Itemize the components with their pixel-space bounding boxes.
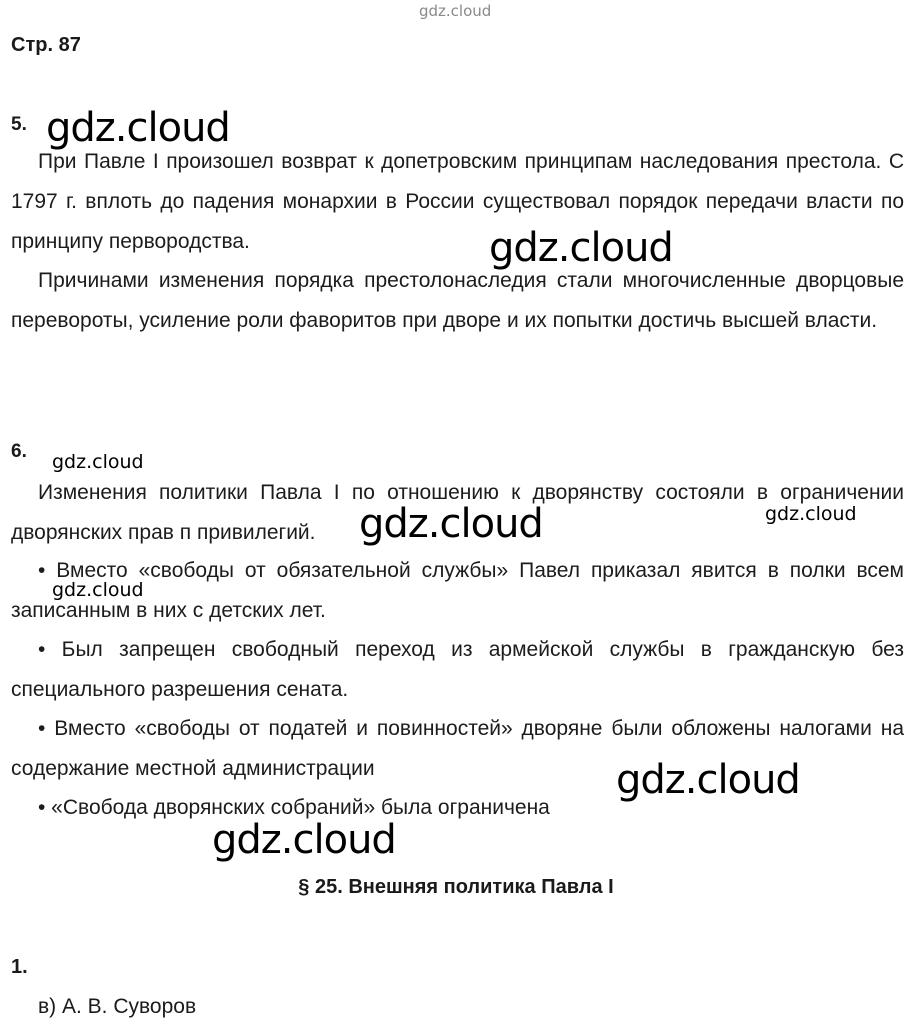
watermark-6: gdz.cloud [52,579,144,601]
watermark-5: gdz.cloud [765,503,857,525]
task-6-bullet-3: • Вместо «свободы от податей и повинностей» дворяне были обложены налогами на содержание местной администрации [11,717,904,780]
task-6-paragraph-1: Изменения политики Павла I по отношению к дворянству состояли в ограничении дворянских прав п привилегий. [11,481,904,544]
watermark-1: gdz.cloud [46,105,230,151]
task-6-bullet-4: • «Свобода дворянских собраний» была ограничена [38,796,550,819]
task-5-number: 5. [11,114,27,135]
task-1-answer: в) А. В. Суворов [38,995,197,1018]
task-5-paragraph-2: Причинами изменения порядка престолонаследия стали многочисленные дворцовые перевороты, усиление роли фаворитов при дворе и их попытки достичь высшей власти. [11,269,904,332]
page-label: Стр. 87 [11,34,81,56]
watermark-8: gdz.cloud [212,817,396,863]
task-1-number: 1. [11,956,28,978]
watermark-7: gdz.cloud [616,757,800,803]
watermark-3: gdz.cloud [52,451,144,473]
watermark-top: gdz.cloud [419,2,492,20]
watermark-4: gdz.cloud [359,501,543,547]
section-heading: § 25. Внешняя политика Павла I [298,876,614,898]
task-6-bullet-1: • Вместо «свободы от обязательной службы» Павел приказал явится в полки всем записанным в них с детских лет. [11,559,904,622]
task-5-paragraph-1: При Павле I произошел возврат к допетровским принципам наследования престола. С 1797 г. вплоть до падения монархии в России существовал порядок передачи власти по принципу первородства. [11,150,904,253]
watermark-2: gdz.cloud [489,225,673,271]
task-6-bullet-2: • Был запрещен свободный переход из армейской службы в гражданскую без специального разрешения сената. [11,638,904,701]
task-6-number: 6. [11,441,27,462]
